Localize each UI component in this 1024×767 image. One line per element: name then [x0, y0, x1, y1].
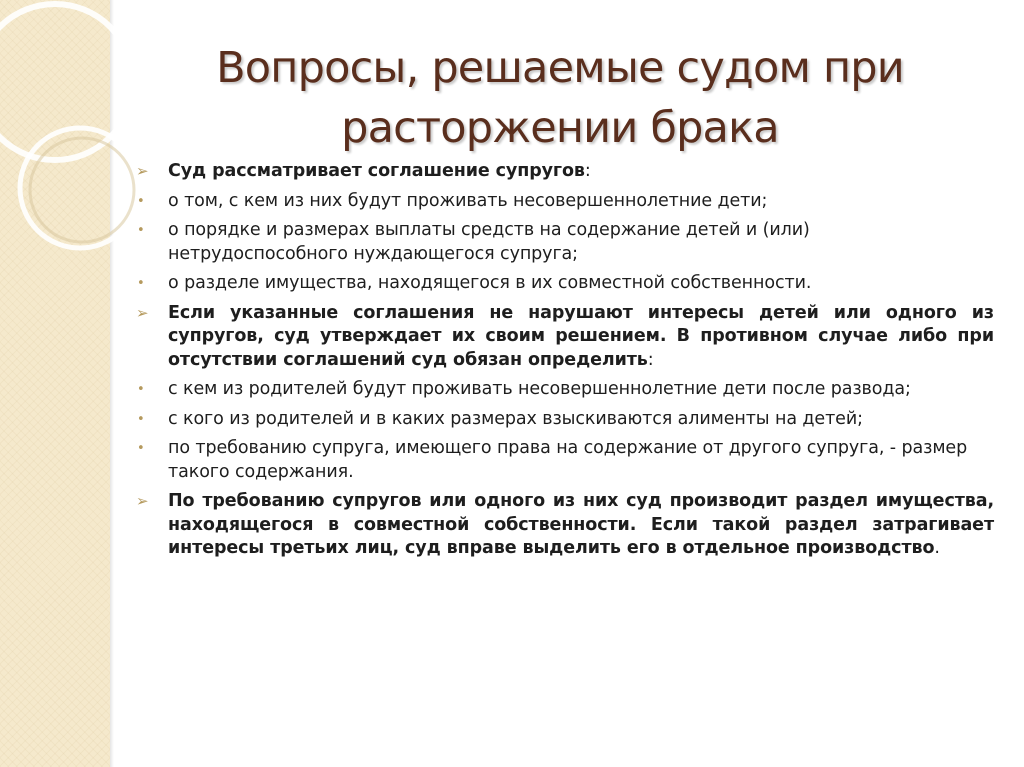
list-item-text: Если указанные соглашения не нарушают интересы детей или одного из супругов, суд утверждает их своим решением. В противном случае либо при отсутствии соглашений суд обязан определить — [168, 302, 994, 370]
bullet-list-item — [134, 378, 994, 402]
dot-bullet-icon: • — [137, 276, 145, 291]
bullet-list-item — [134, 408, 994, 432]
dot-bullet-icon: • — [137, 193, 145, 209]
bullet-list-item — [134, 190, 994, 214]
list-item-punctuation: . — [934, 538, 940, 558]
bullet-list-item — [134, 219, 994, 266]
dot-bullet-icon: • — [137, 223, 145, 238]
dot-bullet-icon: • — [137, 411, 145, 427]
arrow-bullet-icon: ➢ — [136, 303, 149, 322]
arrow-list-item — [134, 490, 994, 561]
list-item-text: с кого из родителей и в каких размерах взыскиваются алименты на детей; — [168, 408, 863, 429]
bullet-list-item — [134, 437, 994, 484]
list-item-text: о порядке и размерах выплаты средств на содержание детей и (или) нетрудоспособного нуждающегося супруга; — [168, 220, 810, 264]
list-item-text: о том, с кем из них будут проживать несовершеннолетние дети; — [168, 190, 768, 211]
list-item-punctuation: : — [647, 349, 654, 370]
list-item-text: о разделе имущества, находящегося в их совместной собственности. — [168, 273, 812, 293]
dot-bullet-icon: • — [137, 441, 145, 456]
arrow-bullet-icon: ➢ — [136, 162, 149, 180]
list-item-text: по требованию супруга, имеющего права на содержание от другого супруга, - размер такого содержания. — [168, 438, 968, 482]
arrow-list-item — [134, 160, 994, 184]
bullet-list-item — [134, 272, 994, 296]
list-item-punctuation: : — [584, 161, 591, 181]
slide-body — [134, 160, 994, 567]
dot-bullet-icon: • — [137, 382, 145, 397]
arrow-bullet-icon: ➢ — [136, 492, 149, 510]
list-item-text: Суд рассматривает соглашение супругов — [168, 161, 585, 181]
list-item-text: По требованию супругов или одного из них суд производит раздел имущества, находящегося в совместной собственности. Если такой раздел затрагивает интересы третьих лиц, суд вправе выделить его в отдельное производство — [168, 491, 994, 558]
slide-title: Вопросы, решаемые судом при расторжении брака — [216, 43, 904, 153]
list-item-text: с кем из родителей будут проживать несовершеннолетние дети после развода; — [168, 379, 911, 399]
arrow-list-item — [134, 302, 994, 373]
